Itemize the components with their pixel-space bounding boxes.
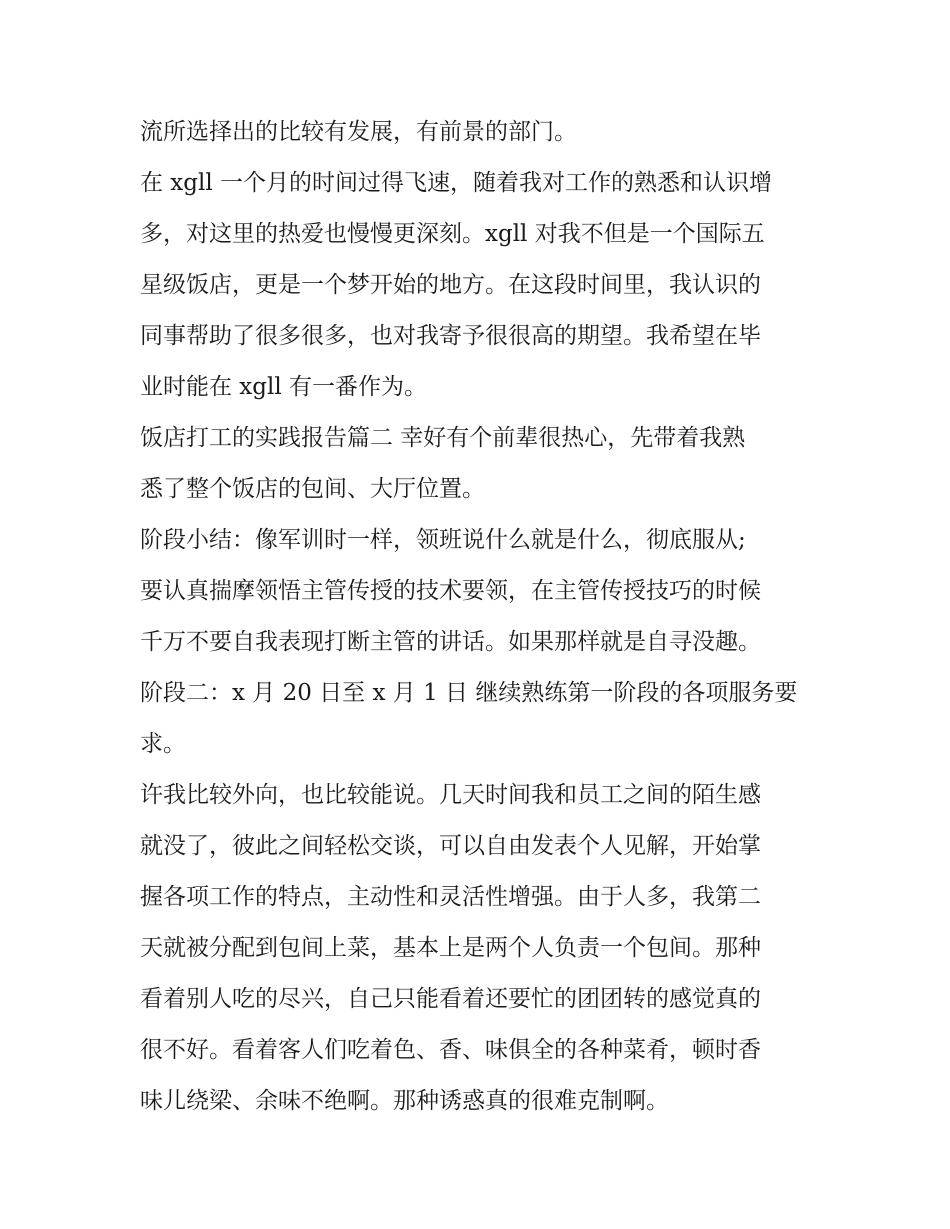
text-line: 多，对这里的热爱也慢慢更深刻。xgll 对我不但是一个国际五 (140, 221, 765, 247)
text-line: 千万不要自我表现打断主管的讲话。如果那样就是自寻没趣。 (140, 629, 761, 655)
text-line: 星级饭店，更是一个梦开始的地方。在这段时间里，我认识的 (140, 272, 761, 298)
text-line: 同事帮助了很多很多，也对我寄予很很高的期望。我希望在毕 (140, 323, 761, 349)
text-line: 饭店打工的实践报告篇二 幸好有个前辈很热心，先带着我熟 (140, 425, 746, 451)
text-line: 在 xgll 一个月的时间过得飞速，随着我对工作的熟悉和认识增 (140, 170, 773, 196)
text-line: 许我比较外向，也比较能说。几天时间我和员工之间的陌生感 (140, 782, 761, 808)
text-line: 味儿绕梁、余味不绝啊。那种诱惑真的很难克制啊。 (140, 1088, 669, 1114)
document-body (140, 107, 815, 1127)
text-line: 求。 (140, 731, 186, 757)
text-line: 要认真揣摩领悟主管传授的技术要领，在主管传授技巧的时候 (140, 578, 761, 604)
text-line: 天就被分配到包间上菜，基本上是两个人负责一个包间。那种 (140, 935, 761, 961)
text-line: 很不好。看着客人们吃着色、香、味俱全的各种菜肴，顿时香 (140, 1037, 761, 1063)
text-line: 就没了，彼此之间轻松交谈，可以自由发表个人见解，开始掌 (140, 833, 761, 859)
text-line: 业时能在 xgll 有一番作为。 (140, 374, 428, 400)
text-line: 阶段小结：像军训时一样，领班说什么就是什么，彻底服从; (140, 527, 746, 553)
text-line: 握各项工作的特点，主动性和灵活性增强。由于人多，我第二 (140, 884, 761, 910)
text-line: 流所选择出的比较有发展，有前景的部门。 (140, 119, 577, 145)
text-line: 看着别人吃的尽兴，自己只能看着还要忙的团团转的感觉真的 (140, 986, 761, 1012)
text-line: 悉了整个饭店的包间、大厅位置。 (140, 476, 485, 502)
text-line: 阶段二：x 月 20 日至 x 月 1 日 继续熟练第一阶段的各项服务要 (140, 680, 798, 706)
